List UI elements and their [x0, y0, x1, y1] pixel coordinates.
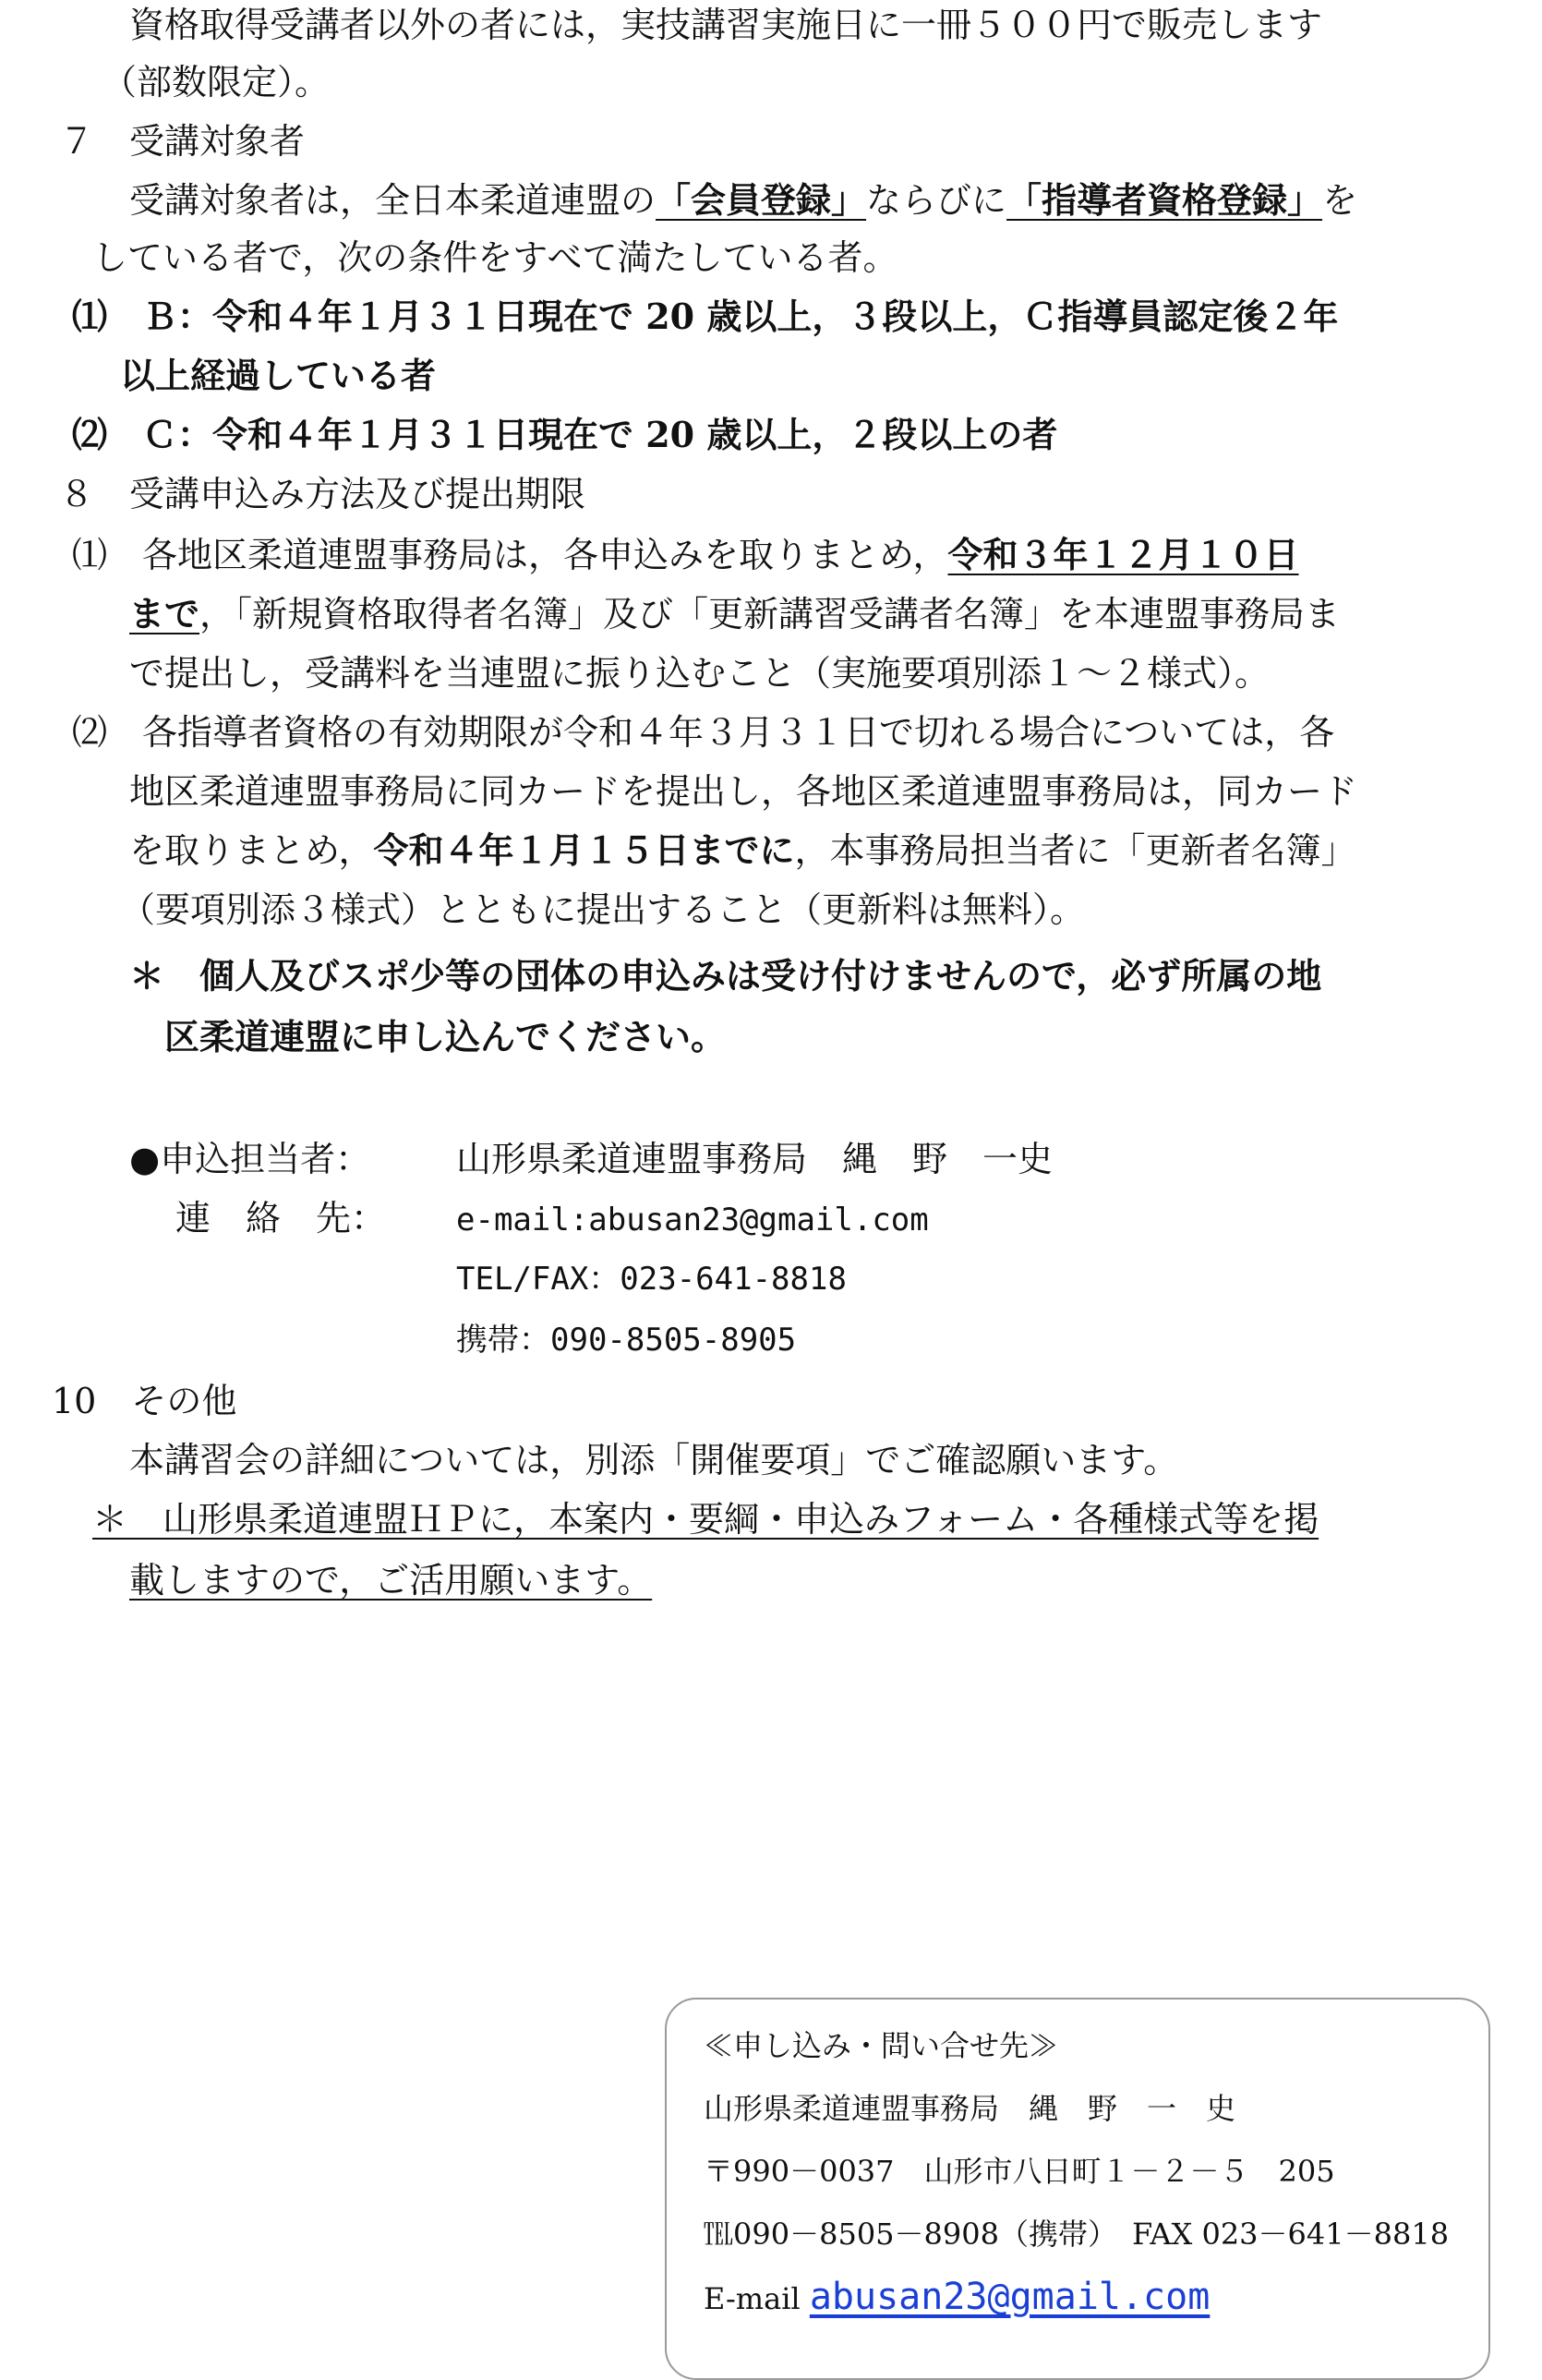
email-link[interactable]: abusan23@gmail.com	[809, 2276, 1211, 2318]
section-10-heading: 10 その他	[52, 1381, 237, 1421]
condition-b-line1: ⑴ Ｂ：令和４年１月３１日現在で 20 歳以上，３段以上，Ｃ指導員認定後２年	[72, 296, 1339, 337]
eligibility-intro	[129, 179, 1357, 222]
intro-end: を	[1322, 180, 1358, 221]
section-8-heading: ８ 受講申込み方法及び提出期限	[59, 474, 586, 514]
deadline-date-1: 令和３年１２月１０日	[947, 534, 1299, 575]
hp-note-line2: 載しますので，ご活用願います。	[129, 1560, 653, 1601]
step1-lists: ，「新規資格取得者名簿」及び「更新講習受講者名簿」を本連盟事務局ま	[199, 594, 1341, 634]
tel-fax-numbers: 090－8505－8908（携帯） FAX 023－641－8818	[733, 2217, 1450, 2252]
contact-tel-fax: TEL/FAX：023-641-8818	[456, 1261, 847, 1298]
eligibility-intro-cont: している者で，次の条件をすべて満たしている者。	[92, 237, 898, 278]
contact-email: e-mail:abusan23@gmail.com	[456, 1202, 929, 1238]
section-7-heading: ７ 受講対象者	[59, 121, 306, 162]
application-step1-line3: で提出し，受講料を当連盟に振り込むこと（実施要項別添１～２様式）。	[129, 653, 1271, 694]
contact-person-value: 山形県柔道連盟事務局 縄 野 一史	[456, 1139, 1054, 1179]
inquiry-org: 山形県柔道連盟事務局 縄 野 一 史	[704, 2091, 1236, 2126]
application-step1-line1	[72, 534, 1299, 576]
inquiry-address: 〒990－0037 山形市八日町１－２－５ 205	[704, 2154, 1335, 2189]
condition-c: ⑵ Ｃ：令和４年１月３１日現在で 20 歳以上，２段以上の者	[72, 414, 1058, 455]
intro-mid: ならびに	[866, 180, 1007, 221]
inquiry-title: ≪申し込み・問い合せ先≫	[704, 2028, 1059, 2063]
contact-mobile: 携帯：090-8505-8905	[456, 1322, 797, 1359]
application-step2-line4: （要項別添３様式）とともに提出すること（更新料は無料）。	[120, 889, 1086, 930]
textbook-sale-note: （部数限定）。	[102, 62, 331, 103]
application-step2-line3	[129, 829, 1356, 872]
intro-text: 受講対象者は，全日本柔道連盟の	[129, 180, 657, 221]
step2-text-end: ，本事務局担当者に「更新者名簿」	[794, 830, 1356, 871]
contact-label: 連 絡 先：	[175, 1198, 387, 1238]
instructor-registration: 「指導者資格登録」	[1006, 179, 1323, 221]
member-registration: 「会員登録」	[656, 179, 867, 221]
inquiry-email	[704, 2278, 1210, 2317]
deadline-made: まで	[129, 593, 200, 634]
condition-b-line2: 以上経過している者	[120, 355, 437, 396]
step2-text: を取りまとめ，	[129, 830, 374, 871]
application-step1-line2	[129, 593, 1340, 635]
inquiry-tel-fax	[704, 2216, 1449, 2253]
contact-person-label: ●申込担当者：	[129, 1139, 371, 1179]
application-step2-line2: 地区柔道連盟事務局に同カードを提出し，各地区柔道連盟事務局は，同カード	[129, 771, 1358, 812]
step1-text: ⑴ 各地区柔道連盟事務局は，各申込みを取りまとめ，	[72, 535, 948, 575]
deadline-date-2: 令和４年１月１５日までに	[373, 829, 795, 871]
textbook-sale-line: 資格取得受講者以外の者には，実技講習実施日に一冊５００円で販売します	[129, 5, 1323, 45]
application-step2-line1: ⑵ 各指導者資格の有効期限が令和４年３月３１日で切れる場合については，各	[72, 712, 1335, 753]
tel-symbol: ℡	[704, 2217, 734, 2252]
inquiry-box	[665, 1998, 1490, 2380]
hp-note-line1: ＊ 山形県柔道連盟ＨＰに，本案内・要綱・申込みフォーム・各種様式等を掲	[92, 1499, 1319, 1540]
email-label: E-mail	[704, 2281, 801, 2316]
individual-note-line2: 区柔道連盟に申し込んでください。	[164, 1016, 727, 1057]
other-details: 本講習会の詳細については，別添「開催要項」でご確認願います。	[129, 1440, 1179, 1480]
individual-note-line1: ＊ 個人及びスポ少等の団体の申込みは受け付けませんので，必ず所属の地	[129, 955, 1322, 997]
